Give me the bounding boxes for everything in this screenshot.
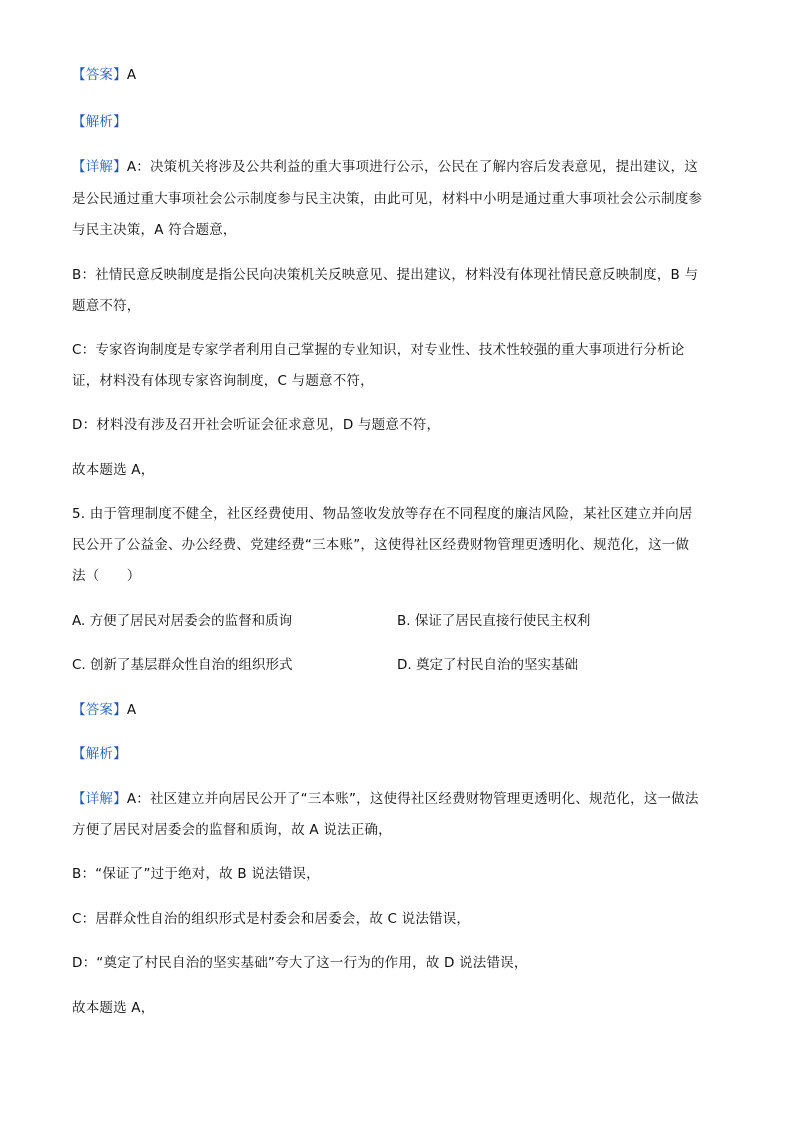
q5-d-line: D：“奠定了村民自治的坚实基础”夸大了这一行为的作用，故 D 说法错误， <box>72 955 528 971</box>
analysis-tag: 【解析】 <box>72 114 127 130</box>
answer-value: A <box>126 67 137 83</box>
q5-answer-line <box>72 701 732 719</box>
q4-analysis-heading <box>72 113 732 131</box>
q5-analysis-heading <box>72 745 732 763</box>
q4-detail-line-1 <box>72 158 732 176</box>
q5-b-line: B：“保证了”过于绝对，故 B 说法错误， <box>72 866 320 882</box>
q5-detail-line-1 <box>72 790 732 808</box>
q4-answer-line <box>72 66 732 84</box>
detail-text: A：决策机关将涉及公共利益的重大事项进行公示，公民在了解内容后发表意见，提出建议，这 <box>126 159 698 175</box>
q5-option-b: B. 保证了居民直接行使民主权利 <box>397 613 591 629</box>
q5-option-c: C. 创新了基层群众性自治的组织形式 <box>72 657 293 673</box>
answer-value: A <box>126 702 137 718</box>
detail-tag: 【详解】 <box>72 791 127 807</box>
q4-c-line-1: C：专家咨询制度是专家学者利用自己掌握的专业知识，对专业性、技术性较强的重大事项进行分析论 <box>72 342 685 358</box>
q4-b-line-1: B：社情民意反映制度是指公民向决策机关反映意见、提出建议，材料没有体现社情民意反映制度，B 与 <box>72 267 699 283</box>
q5-conclusion: 故本题选 A， <box>72 1000 155 1016</box>
q5-option-a: A. 方便了居民对居委会的监督和质询 <box>72 613 293 629</box>
detail-tag: 【详解】 <box>72 159 127 175</box>
q5-stem-line-3: 法（ ） <box>72 568 141 584</box>
q4-b-line-2: 题意不符， <box>72 298 141 314</box>
q4-d-line: D：材料没有涉及召开社会听证会征求意见，D 与题意不符， <box>72 417 441 433</box>
q5-stem-line-2: 民公开了公益金、办公经费、党建经费“三本账”，这使得社区经费财物管理更透明化、规范化，这一做 <box>72 537 690 553</box>
q5-stem-line-1: 5. 由于管理制度不健全，社区经费使用、物品签收发放等存在不同程度的廉洁风险，某社区建立并向居 <box>72 506 693 522</box>
answer-tag: 【答案】 <box>72 67 127 83</box>
detail-text: A：社区建立并向居民公开了“三本账”，这使得社区经费财物管理更透明化、规范化，这一做法 <box>126 791 699 807</box>
q4-c-line-2: 证，材料没有体现专家咨询制度，C 与题意不符， <box>72 373 374 389</box>
q4-conclusion: 故本题选 A， <box>72 462 155 478</box>
q5-detail-line-2: 方便了居民对居委会的监督和质询，故 A 说法正确， <box>72 822 392 838</box>
q4-detail-line-3: 与民主决策，A 符合题意， <box>72 222 237 238</box>
q5-option-d: D. 奠定了村民自治的坚实基础 <box>397 657 578 673</box>
q4-detail-line-2: 是公民通过重大事项社会公示制度参与民主决策，由此可见，材料中小明是通过重大事项社会公示制度参 <box>72 191 703 207</box>
answer-tag: 【答案】 <box>72 702 127 718</box>
analysis-tag: 【解析】 <box>72 746 127 762</box>
q5-c-line: C：居群众性自治的组织形式是村委会和居委会，故 C 说法错误， <box>72 911 471 927</box>
